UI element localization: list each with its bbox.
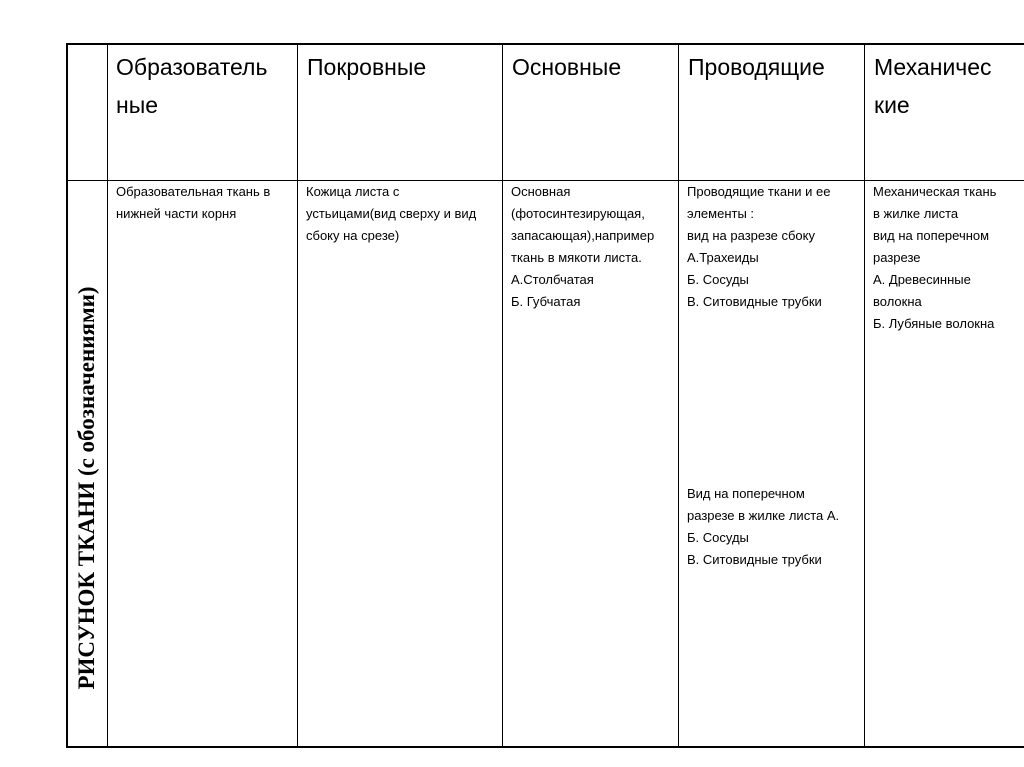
cell-basic: Основная (фотосинтезирующая, запасающая),например ткань в мякоти листа. А.Столбчатая Б. Губчатая — [511, 184, 655, 309]
cell-conducting-cross-section: Вид на поперечном разрезе в жилке листа А. Б. Сосуды В. Ситовидные трубки — [687, 486, 840, 567]
column-divider-4 — [678, 43, 679, 748]
table-border-top — [66, 43, 1024, 45]
column-divider-2 — [297, 43, 298, 748]
header-basic: Основные — [512, 54, 622, 80]
cell-conducting: Проводящие ткани и ее элементы : вид на разрезе сбоку А.Трахеиды Б. Сосуды В. Ситовидные трубки — [687, 184, 831, 309]
table-border-left — [66, 43, 68, 748]
cell-covering: Кожица листа с устьицами(вид сверху и вид сбоку на срезе) — [306, 184, 477, 243]
row-label-tissue-drawing: РИСУНОК ТКАНИ (с обозначениями) — [74, 286, 99, 690]
header-covering: Покровные — [307, 54, 427, 80]
column-divider-5 — [864, 43, 865, 748]
column-divider-3 — [502, 43, 503, 748]
header-educational: Образователь ные — [116, 54, 268, 118]
table-border-bottom — [66, 746, 1024, 748]
header-mechanical: Механичес кие — [874, 54, 992, 118]
column-divider-1 — [107, 43, 108, 748]
header-conducting: Проводящие — [688, 54, 825, 80]
cell-mechanical: Механическая ткань в жилке листа вид на поперечном разрезе А. Древесинные волокна Б. Лубяные волокна — [873, 184, 997, 331]
cell-educational: Образовательная ткань в нижней части корня — [116, 184, 271, 221]
